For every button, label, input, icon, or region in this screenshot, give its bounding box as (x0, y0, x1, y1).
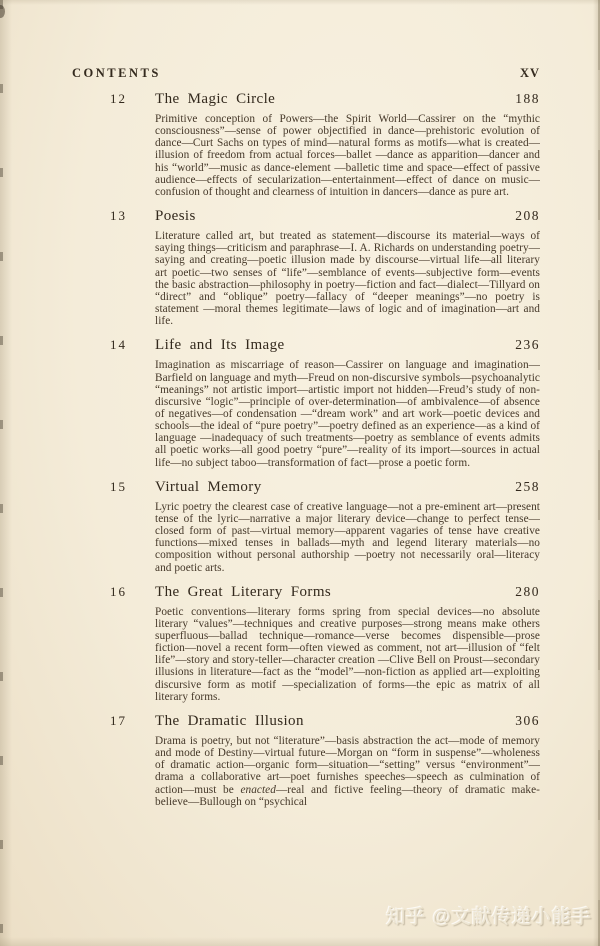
chapter-heading (72, 208, 540, 225)
scan-left-shadow (0, 0, 12, 946)
chapter-description (155, 735, 540, 808)
description-italic-word: enacted (240, 783, 276, 796)
scan-bottom-shadow (0, 937, 600, 946)
chapter-number: 16 (110, 583, 127, 599)
chapter-description: Primitive conception of Powers—the Spirit World—Cassirer on the “mythic consciousness”—sense of power objectified in dance—prehistoric evolution of dance—Curt Sachs on types of mind—natural forms as motifs—what is created—illusion of freedom from actual forces—ballet —dance as apparition—dancer and his “world”—music as dance-element —balletic time and space—effect of passive audience—effects of secularization—entertainment—effect of dance on music—confusion of thought and clearness of intuition in dancers—dance as pure art. (155, 113, 540, 198)
chapter-title: The Magic Circle (155, 91, 276, 107)
chapter-description: Lyric poetry the clearest case of creative language—not a pre-eminent art—present tense of the lyric—narrative a major literary device—change to perfect tense—closed form of past—virtual memory—apparent vagaries of tense have creative functions—mixed tenses in ballads—myth and legend literary materials—no composition without personal authorship —poetry not necessarily oral—literacy and poetic arts. (155, 500, 540, 574)
chapter-title: Virtual Memory (155, 478, 262, 495)
chapter-heading (72, 713, 540, 730)
toc-entry-12 (72, 91, 540, 198)
chapter-page-number: 236 (515, 337, 540, 353)
toc-entry-14 (72, 337, 540, 468)
toc-content (72, 66, 540, 808)
chapter-number: 12 (110, 91, 127, 106)
scan-top-shadow (0, 0, 600, 5)
chapter-description: Imagination as miscarriage of reason—Cassirer on language and imagination—Barfield on language and myth—Freud on non-discursive symbols—psychoanalytic “meanings” not artistic import—artistic import not hidden—Freud’s study of non-discursive “logic”—principle of over-determination—of ambivalence—of absence of negatives—of condensation —“dream work” and art work—poetic devices and schools—the ideal of “pure poetry”—poetry defined as an experience—as a kind of language —inadequacy of such treatments—poetry as semblance of events admits all poetic works—all good poetry “pure”—reality of its import—sources in actual life—no subject taboo—transformation of fact—prose a poetic form. (155, 359, 540, 469)
folio-roman-numeral: XV (519, 66, 540, 80)
chapter-title: Life and Its Image (155, 337, 285, 354)
chapter-page-number: 280 (515, 583, 540, 599)
chapter-title: Poesis (155, 208, 196, 225)
chapter-title: The Great Literary Forms (155, 583, 332, 600)
toc-entry-13 (72, 208, 540, 327)
chapter-number: 15 (110, 478, 127, 494)
scan-left-edge-marks (0, 0, 3, 946)
toc-entry-16 (72, 584, 540, 703)
chapter-heading (72, 584, 540, 601)
chapter-description: Literature called art, but treated as statement—discourse its material—ways of saying things—criticism and paraphrase—I. A. Richards on understanding poetry—saying and creating—poetic illusion made by discourse—virtual life—all literary art poetic—two senses of “life”—semblance of events—subjective form—events the basic abstraction—philosophy in poetry—fiction and fact—dialect—Tillyard on “direct” and “oblique” poetry—fallacy of “deeper meanings”—no poetry is statement —moral themes legitimate—laws of logic and of imagination—art and life. (155, 230, 540, 328)
chapter-page-number: 258 (515, 478, 540, 494)
chapter-number: 17 (110, 712, 127, 728)
chapter-description: Poetic conventions—literary forms spring from special devices—no absolute literary “values”—techniques and creative purposes—strong means make others superfluous—ballad technique—romance—verse becomes dispensible—prose fiction—novel a recent form—often viewed as comment, not art—illusion of “felt life”—story and story-teller—character creation —Clive Bell on Proust—secondary illusions in literature—fact as the “model”—non-fiction as applied art—exploiting discursive form as motif —specialization of forms—the epic as matrix of all literary forms. (155, 605, 540, 703)
description-text: —real and fictive feeling—theory of dramatic make-believe—Bullough on “psychical (155, 783, 540, 808)
chapter-heading (72, 91, 540, 108)
chapter-page-number: 188 (515, 91, 540, 106)
chapter-page-number: 208 (515, 208, 540, 224)
description-text: Drama is poetry, but not “literature”—basis abstraction the act—mode of memory and mode of Destiny—virtual future—Morgan on “form in suspense”—wholeness of dramatic action—organic form—situation—“setting” versus “environment”—drama a collaborative art—poet furnishes speeches—speech as culmination of action—must be (155, 734, 540, 796)
zhihu-watermark: 知乎 @文献传递小能手 (386, 907, 592, 928)
chapter-heading (72, 337, 540, 354)
scan-corner-notch (0, 5, 5, 18)
chapter-title: The Dramatic Illusion (155, 712, 304, 729)
page-header (72, 66, 540, 81)
chapter-number: 13 (110, 208, 127, 224)
chapter-heading (72, 479, 540, 496)
toc-entry-15 (72, 479, 540, 574)
chapter-page-number: 306 (515, 712, 540, 728)
toc-entry-17 (72, 713, 540, 808)
chapter-number: 14 (110, 337, 127, 353)
running-head: CONTENTS (72, 66, 161, 80)
scan-right-shadow (593, 0, 600, 946)
